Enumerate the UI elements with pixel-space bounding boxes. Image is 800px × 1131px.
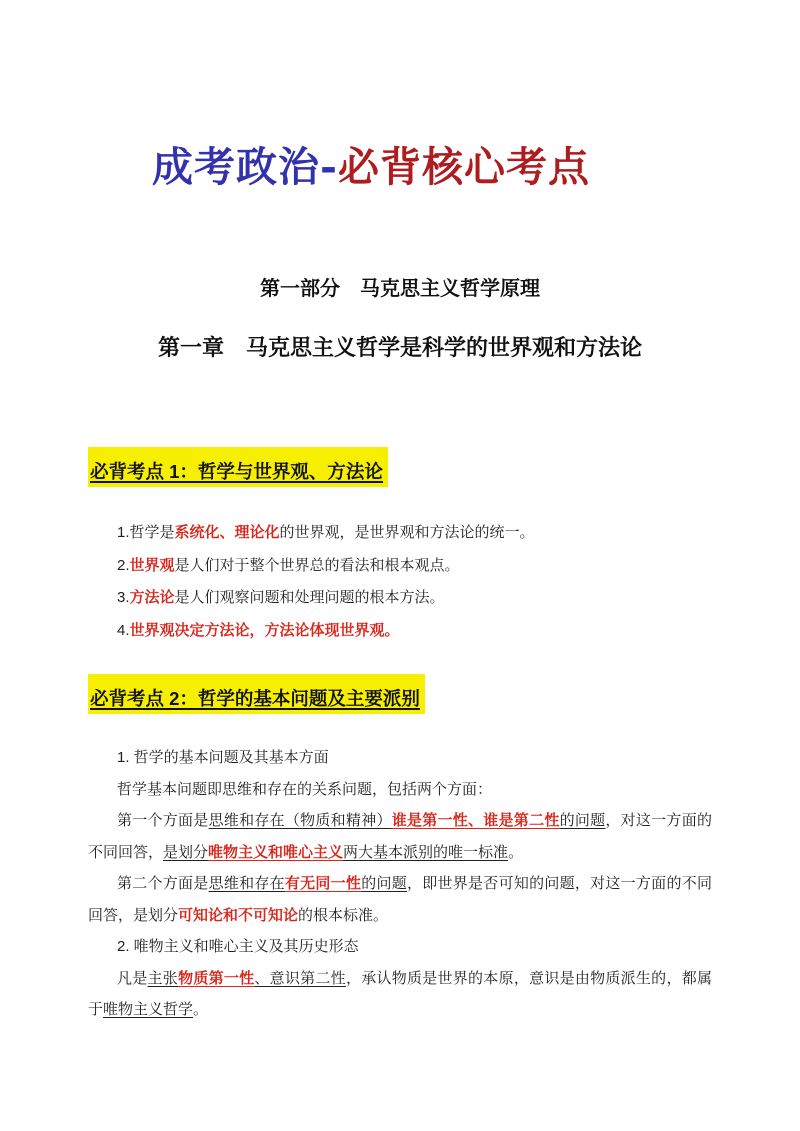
list-item	[88, 615, 728, 648]
emphasized-text: 物质第一性	[178, 969, 255, 987]
emphasized-text: 是划分	[163, 843, 209, 861]
plain-text: 4.	[117, 621, 130, 639]
plain-text: 3.	[117, 589, 130, 606]
plain-text: 1. 哲学的基本问题及其基本方面	[117, 749, 329, 766]
plain-text: 2.	[117, 556, 130, 574]
plain-text: 的根本标准。	[298, 906, 389, 924]
list-item	[88, 550, 728, 583]
body-paragraph	[88, 868, 712, 931]
emphasized-text: 世界观决定方法论，方法论体现世界观。	[129, 621, 400, 639]
plain-text: 凡是	[117, 969, 148, 987]
emphasized-text: 系统化、理论化	[174, 524, 280, 541]
plain-text: 第一个方面是	[117, 812, 209, 829]
plain-text: ，承认物质是世界的本原，意识是由物质派生的，都属于	[88, 969, 712, 1018]
document-title-blue-part: 成考政治-	[152, 143, 339, 192]
emphasized-text: 的问题	[559, 812, 606, 829]
part-heading: 第一部分 马克思主义哲学原理	[260, 278, 540, 300]
plain-text: 的世界观，是世界观和方法论的统一。	[279, 524, 535, 541]
plain-text: 是人们对于整个世界总的看法和根本观点。	[174, 556, 460, 574]
plain-text: 。	[193, 1001, 209, 1018]
plain-text: ，对这一方面的不同回答，	[88, 812, 712, 861]
emphasized-text: 世界观	[129, 556, 175, 574]
emphasized-text: 唯物主义和唯心主义	[208, 843, 344, 861]
emphasized-text: 方法论	[129, 589, 175, 606]
plain-text: 。	[508, 843, 524, 861]
emphasized-text: 主张	[147, 969, 179, 987]
emphasized-text: 的问题	[361, 875, 407, 892]
key-point-2-paragraphs	[88, 742, 712, 1026]
emphasized-text: 两大基本派别的唯一标准	[343, 843, 509, 861]
emphasized-text: 思维和存在	[208, 875, 285, 892]
body-paragraph	[88, 805, 712, 868]
body-paragraph	[88, 963, 712, 1026]
document-title	[152, 145, 590, 190]
body-paragraph	[88, 931, 712, 963]
plain-text: 第二个方面是	[117, 875, 209, 892]
emphasized-text: 有无同一性	[284, 875, 362, 892]
key-point-heading-1: 必背考点 1：哲学与世界观、方法论	[88, 447, 388, 487]
key-point-1-items	[88, 517, 728, 647]
list-item	[88, 517, 728, 550]
body-paragraph	[88, 774, 712, 806]
key-point-heading-2: 必背考点 2：哲学的基本问题及主要派别	[88, 674, 425, 714]
document-title-red-part: 必背核心考点	[338, 143, 591, 192]
emphasized-text: 唯物主义哲学	[103, 1001, 194, 1018]
emphasized-text: 可知论和不可知论	[178, 906, 299, 924]
emphasized-text: 、意识第二性	[254, 969, 346, 987]
emphasized-text: 谁是第一性、谁是第二性	[391, 812, 560, 829]
plain-text: 是人们观察问题和处理问题的根本方法。	[174, 589, 445, 606]
plain-text: 2. 唯物主义和唯心主义及其历史形态	[117, 938, 359, 955]
body-paragraph	[88, 742, 712, 774]
chapter-heading: 第一章 马克思主义哲学是科学的世界观和方法论	[157, 335, 642, 360]
list-item	[88, 582, 728, 615]
plain-text: 哲学基本问题即思维和存在的关系问题，包括两个方面：	[117, 780, 493, 798]
emphasized-text: 思维和存在（物质和精神）	[208, 812, 392, 829]
plain-text: ，即世界是否可知的问题，对这一方面的不同回答，是划分	[88, 875, 712, 924]
plain-text: 1.哲学是	[117, 524, 175, 541]
